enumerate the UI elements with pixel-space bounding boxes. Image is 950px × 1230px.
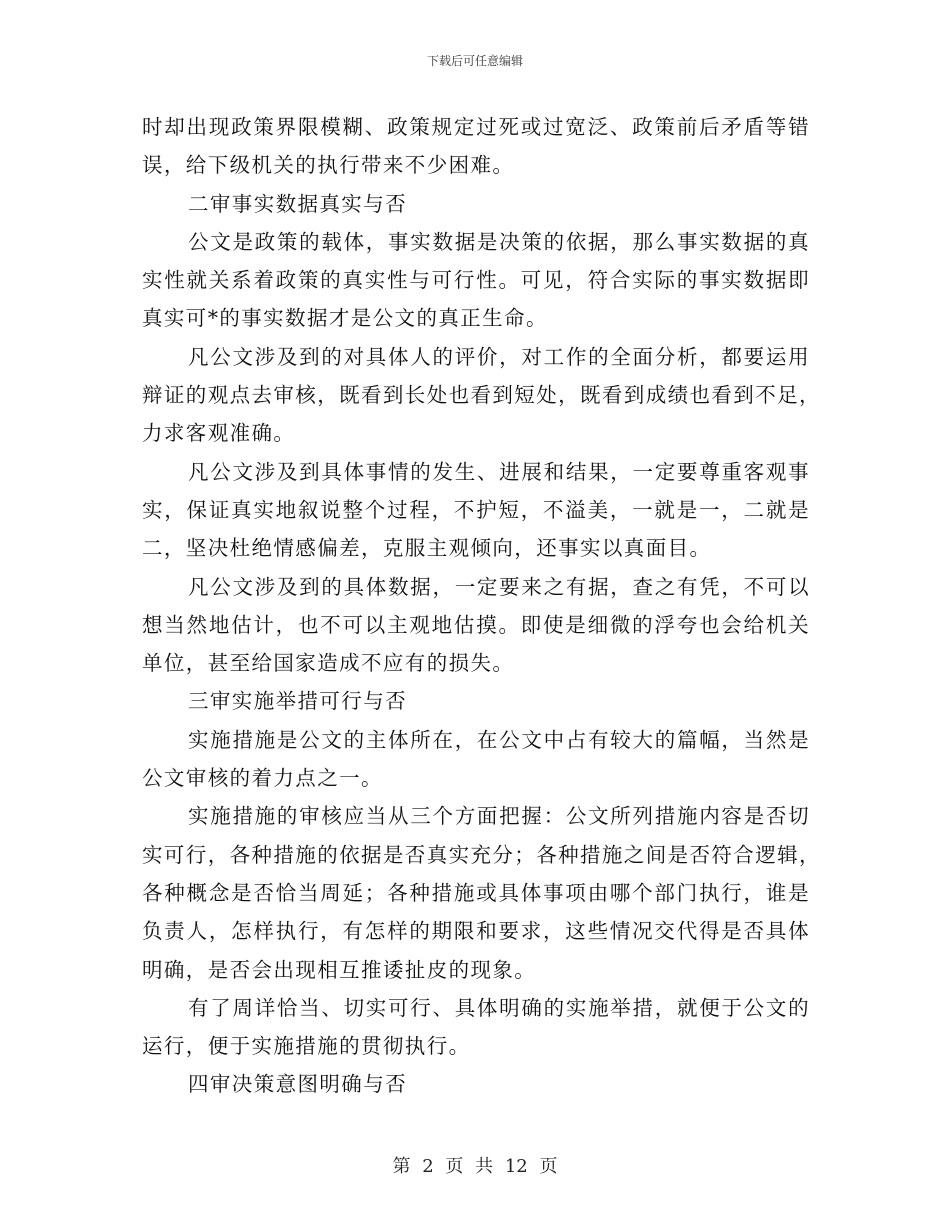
text-line: 凡公文涉及到具体事情的发生、进展和结果，一定要尊重客观事 bbox=[188, 459, 810, 484]
text-line: 辩证的观点去审核，既看到长处也看到短处，既看到成绩也看到不足， bbox=[142, 383, 821, 408]
text-line: 四审决策意图明确与否 bbox=[188, 1072, 407, 1097]
text-line: 误，给下级机关的执行带来不少困难。 bbox=[142, 153, 515, 178]
text-line: 实施措施的审核应当从三个方面把握：公文所列措施内容是否切 bbox=[188, 804, 810, 829]
text-line: 想当然地估计，也不可以主观地估摸。即使是细微的浮夸也会给机关 bbox=[142, 612, 810, 637]
text-line: 二，坚决杜绝情感偏差，克服主观倾向，还事实以真面目。 bbox=[142, 536, 712, 561]
text-line: 公文是政策的载体，事实数据是决策的依据，那么事实数据的真 bbox=[188, 229, 810, 254]
text-line: 实施措施是公文的主体所在，在公文中占有较大的篇幅，当然是 bbox=[188, 727, 810, 752]
text-line: 三审实施举措可行与否 bbox=[188, 689, 407, 714]
text-line: 运行，便于实施措施的贯彻执行。 bbox=[142, 1034, 471, 1059]
text-line: 实性就关系着政策的真实性与可行性。可见，符合实际的事实数据即 bbox=[142, 268, 810, 293]
text-line: 真实可*的事实数据才是公文的真正生命。 bbox=[142, 306, 548, 331]
text-line: 时却出现政策界限模糊、政策规定过死或过宽泛、政策前后矛盾等错 bbox=[142, 115, 810, 139]
text-line: 单位，甚至给国家造成不应有的损失。 bbox=[142, 651, 515, 676]
text-line: 实，保证真实地叙说整个过程，不护短，不溢美，一就是一，二就是 bbox=[142, 497, 810, 522]
page-number: 第 2 页 共 12 页 bbox=[392, 1156, 558, 1177]
document-body bbox=[142, 108, 821, 1104]
text-line: 实可行，各种措施的依据是否真实充分；各种措施之间是否符合逻辑， bbox=[142, 842, 821, 867]
text-line: 负责人，怎样执行，有怎样的期限和要求，这些情况交代得是否具体 bbox=[142, 919, 810, 944]
text-line: 力求客观准确。 bbox=[142, 421, 296, 446]
text-line: 明确，是否会出现相互推诿扯皮的现象。 bbox=[142, 957, 537, 982]
text-line: 公文审核的着力点之一。 bbox=[142, 766, 383, 791]
text-line: 凡公文涉及到的具体数据，一定要来之有据，查之有凭，不可以 bbox=[188, 574, 810, 599]
text-line: 二审事实数据真实与否 bbox=[188, 191, 407, 216]
text-line: 各种概念是否恰当周延；各种措施或具体事项由哪个部门执行，谁是 bbox=[142, 880, 810, 905]
text-line: 凡公文涉及到的对具体人的评价，对工作的全面分析，都要运用 bbox=[188, 344, 810, 369]
page-header: 下载后可任意编辑 bbox=[426, 54, 523, 68]
text-line: 有了周详恰当、切实可行、具体明确的实施举措，就便于公文的 bbox=[188, 995, 810, 1020]
